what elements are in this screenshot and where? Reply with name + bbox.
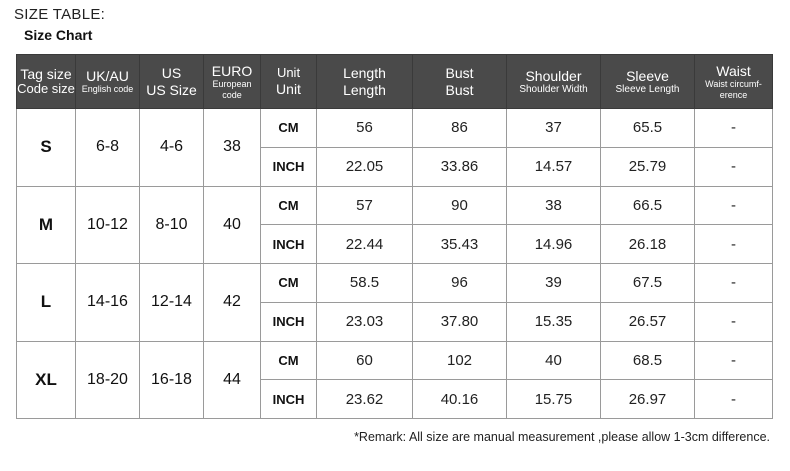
waist-cell: - [695,302,773,341]
us-size-cell: 16-18 [140,341,204,419]
euro-size-cell: 38 [204,109,261,187]
bust-cell: 40.16 [413,380,507,419]
bust-cell: 96 [413,264,507,303]
col-sleeve-main: Sleeve [626,67,669,84]
col-tag-size-main: Tag size [20,65,72,82]
waist-cell: - [695,147,773,186]
unit-cell: CM [261,264,317,303]
unit-cell: INCH [261,147,317,186]
bust-cell: 35.43 [413,225,507,264]
col-unit-main: Unit [276,64,301,80]
length-cell: 57 [317,186,413,225]
shoulder-cell: 38 [507,186,601,225]
length-cell: 22.44 [317,225,413,264]
euro-size-cell: 44 [204,341,261,419]
tag-size-cell: S [17,109,76,187]
sleeve-cell: 67.5 [601,264,695,303]
shoulder-cell: 15.75 [507,380,601,419]
table-body [17,109,773,419]
col-shoulder [507,55,601,109]
col-waist-main: Waist [716,63,751,80]
col-length-sub: Length [343,81,386,98]
sleeve-cell: 25.79 [601,147,695,186]
bust-cell: 33.86 [413,147,507,186]
col-us [140,55,204,109]
shoulder-cell: 39 [507,264,601,303]
col-shoulder-sub: Shoulder Width [519,83,588,95]
table-header [17,55,773,109]
col-length [317,55,413,109]
uk-size-cell: 14-16 [76,264,140,342]
page-title: SIZE TABLE: [14,6,106,23]
col-euro-main: EURO [211,63,253,80]
col-uk-au [76,55,140,109]
uk-size-cell: 6-8 [76,109,140,187]
col-waist-sub: Waist circumf-erence [705,79,762,100]
unit-cell: CM [261,109,317,148]
col-length-main: Length [343,65,386,82]
size-table [16,54,773,419]
sleeve-cell: 66.5 [601,186,695,225]
uk-size-cell: 10-12 [76,186,140,264]
us-size-cell: 4-6 [140,109,204,187]
length-cell: 58.5 [317,264,413,303]
bust-cell: 37.80 [413,302,507,341]
length-cell: 60 [317,341,413,380]
sleeve-cell: 26.57 [601,302,695,341]
col-tag-size [17,55,76,109]
euro-size-cell: 42 [204,264,261,342]
shoulder-cell: 37 [507,109,601,148]
remark-note: *Remark: All size are manual measurement ,please allow 1-3cm difference. [354,430,770,444]
tag-size-cell: L [17,264,76,342]
us-size-cell: 12-14 [140,264,204,342]
col-uk-au-sub: English code [81,84,134,95]
euro-size-cell: 40 [204,186,261,264]
col-euro-sub: European code [212,79,252,100]
col-euro [204,55,261,109]
length-cell: 23.62 [317,380,413,419]
shoulder-cell: 14.57 [507,147,601,186]
col-us-main: US [161,65,182,82]
sleeve-cell: 26.18 [601,225,695,264]
table-row [17,341,773,380]
tag-size-cell: M [17,186,76,264]
col-unit-sub: Unit [276,80,301,97]
unit-cell: INCH [261,302,317,341]
table-row [17,264,773,303]
sleeve-cell: 68.5 [601,341,695,380]
col-us-sub: US Size [146,81,197,98]
shoulder-cell: 15.35 [507,302,601,341]
col-bust-sub: Bust [445,81,474,98]
waist-cell: - [695,264,773,303]
bust-cell: 86 [413,109,507,148]
col-waist [695,55,773,109]
sleeve-cell: 26.97 [601,380,695,419]
waist-cell: - [695,109,773,148]
shoulder-cell: 14.96 [507,225,601,264]
length-cell: 56 [317,109,413,148]
col-sleeve [601,55,695,109]
col-uk-au-main: UK/AU [86,68,129,85]
sleeve-cell: 65.5 [601,109,695,148]
waist-cell: - [695,225,773,264]
col-bust [413,55,507,109]
col-unit [261,55,317,109]
unit-cell: INCH [261,225,317,264]
length-cell: 23.03 [317,302,413,341]
tag-size-cell: XL [17,341,76,419]
unit-cell: CM [261,341,317,380]
shoulder-cell: 40 [507,341,601,380]
unit-cell: INCH [261,380,317,419]
header-row [17,55,773,109]
page-subtitle: Size Chart [24,27,93,43]
col-sleeve-sub: Sleeve Length [615,83,680,95]
bust-cell: 90 [413,186,507,225]
unit-cell: CM [261,186,317,225]
uk-size-cell: 18-20 [76,341,140,419]
bust-cell: 102 [413,341,507,380]
col-tag-size-sub: Code size [17,81,75,97]
length-cell: 22.05 [317,147,413,186]
col-bust-main: Bust [445,65,474,82]
table-row [17,186,773,225]
waist-cell: - [695,380,773,419]
us-size-cell: 8-10 [140,186,204,264]
col-shoulder-main: Shoulder [525,67,582,84]
waist-cell: - [695,341,773,380]
table-row [17,109,773,148]
waist-cell: - [695,186,773,225]
